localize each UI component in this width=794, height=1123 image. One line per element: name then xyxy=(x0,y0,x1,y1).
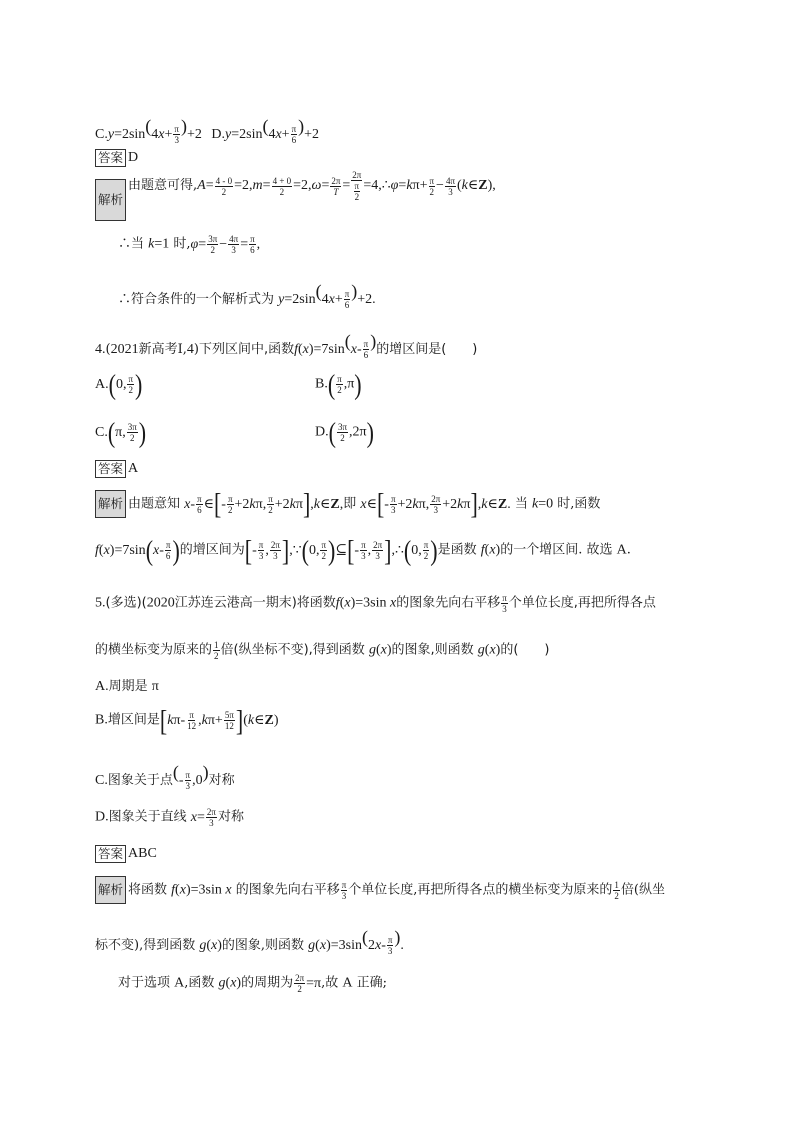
q3-analysis-l3: ∴符合条件的一个解析式为 y=2sin(4x+ $\frac{\pi}{6}$ )+2. xyxy=(118,281,376,311)
q5-stem-l2: 的横坐标变为原来的 $\frac{1}{2}$ 倍(纵坐标不变),得到函数 g(x)的图象,则函数 g(x)的( ) xyxy=(95,640,550,661)
q4-option-a: A.(0, $\frac{\pi}{2}$ ) xyxy=(95,367,143,401)
q3-analysis-l1: 解析由题意可得,A= $\frac{4 - 0}{2}$ =2,m= $\frac{4 + 0}{2}$ =2,ω= $\frac{2\pi}{T}$ = $\frac{2\pi}{\frac{\pi}{2}}$ =4,∴φ=kπ+ $\frac{\pi}{2}$ − $\frac{4\pi}{3}$ (k∈Z), xyxy=(95,170,496,221)
answer-tag: 答案 xyxy=(95,149,126,167)
answer-tag: 答案 xyxy=(95,845,126,863)
q4-option-c: C.(π, $\frac{3\pi}{2}$ ) xyxy=(95,415,147,449)
q5-analysis-l1: 解析 将函数 f(x)=3sin x 的图象先向右平移 $\frac{\pi}{3}$ 个单位长度,再把所得各点的横坐标变为原来的 $\frac{1}{2}$ 倍(纵坐 xyxy=(95,876,665,904)
q3-answer: D xyxy=(128,150,139,165)
q4-answer: A xyxy=(128,461,139,476)
analysis-tag: 解析 xyxy=(95,490,126,518)
q5-option-c: C.图象关于点(- $\frac{\pi}{3}$ ,0)对称 xyxy=(95,762,235,792)
q3-analysis-l2: ∴当 k=1 时,φ= $\frac{3\pi}{2}$ − $\frac{4\pi}{3}$ = $\frac{\pi}{6}$ , xyxy=(118,234,261,255)
q4-analysis-l2: f(x)=7sin(x- $\frac{\pi}{6}$ )的增区间为[- $\frac{\pi}{3}$ , $\frac{2\pi}{3}$ ],∵(0, $\frac{\pi}{2}$ )⊆[- $\frac{\pi}{3}$ , $\frac{2\pi}{3}$ ],∴(0, $\frac{\pi}{2}$ )是函数 f(x)的一个增区间. 故选 A. xyxy=(95,532,631,567)
q4-options-cd xyxy=(95,415,374,449)
analysis-tag: 解析 xyxy=(95,179,126,221)
q4-stem: 4.(2021新高考Ⅰ,4)下列区间中,函数f(x)=7sin(x- $\frac{\pi}{6}$ )的增区间是( ) xyxy=(95,331,478,361)
q4-options-ab xyxy=(95,367,362,401)
q3-option-d: D.y=2sin(4x+ $\frac{\pi}{6}$ )+2 xyxy=(211,116,320,146)
q3-option-c: C.y=2sin(4x+ $\frac{\pi}{3}$ )+2 xyxy=(95,116,202,146)
answer-tag: 答案 xyxy=(95,460,126,478)
analysis-tag: 解析 xyxy=(95,876,126,904)
q5-stem-l1: 5.(多选)(2020江苏连云港高一期末)将函数f(x)=3sin x的图象先向右平移 $\frac{\pi}{3}$ 个单位长度,再把所得各点 xyxy=(95,593,656,614)
q5-answer: ABC xyxy=(128,846,157,861)
q5-analysis-l2: 标不变),得到函数 g(x)的图象,则函数 g(x)=3sin(2x- $\frac{\pi}{3}$ ). xyxy=(95,927,404,957)
q4-option-d: D.( $\frac{3\pi}{2}$ ,2π) xyxy=(315,415,374,449)
q5-option-d: D.图象关于直线 x= $\frac{2\pi}{3}$ 对称 xyxy=(95,807,244,828)
q5-analysis-l3: 对于选项 A,函数 g(x)的周期为 $\frac{2\pi}{2}$ =π,故 A 正确; xyxy=(118,973,388,994)
q3-answer-row xyxy=(95,148,138,168)
q3-options-cd xyxy=(95,116,319,145)
q4-answer-row xyxy=(95,459,138,479)
q5-answer-row xyxy=(95,844,157,864)
q4-option-b: B.( $\frac{\pi}{2}$ ,π) xyxy=(315,367,362,401)
q4-analysis-l1: 解析 由题意知 x- $\frac{\pi}{6}$ ∈[- $\frac{\pi}{2}$ +2kπ, $\frac{\pi}{2}$ +2kπ],k∈Z,即 x∈[- $\frac{\pi}{3}$ +2kπ, $\frac{2\pi}{3}$ +2kπ],k∈Z. 当 k=0 时,函数 xyxy=(95,490,600,518)
q5-option-b: B.增区间是[kπ- $\frac{\pi}{12}$ ,kπ+ $\frac{5\pi}{12}$ ](k∈Z) xyxy=(95,702,279,737)
q5-option-a: A.周期是 π xyxy=(95,679,159,694)
